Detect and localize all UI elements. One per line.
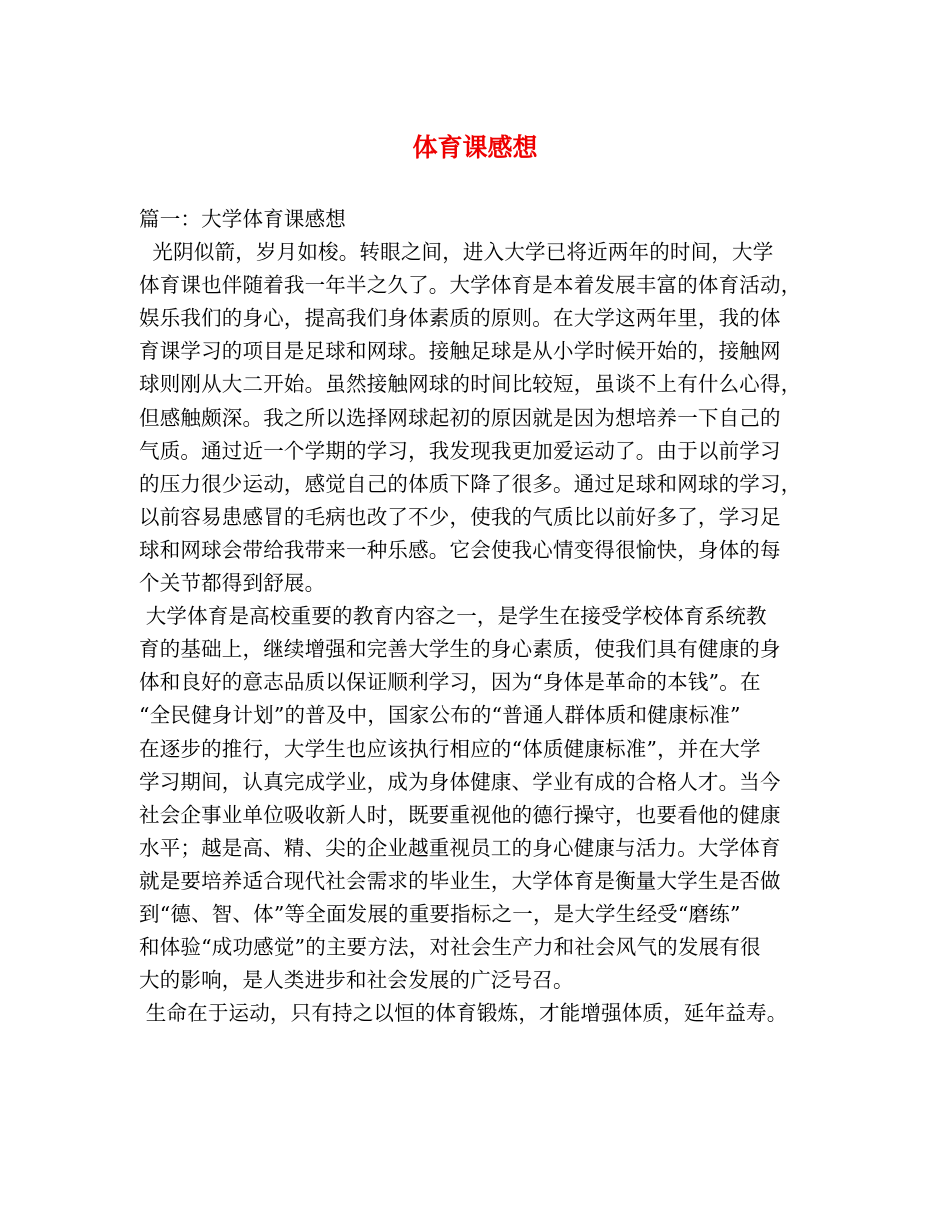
text-line: “全民健身计划”的普及中，国家公布的“普通人群体质和健康标准” [139,703,741,728]
text-line: 生命在于运动，只有持之以恒的体育锻炼，才能增强体质，延年益寿。 [139,1001,788,1026]
document-body [139,203,829,1030]
text-line: 以前容易患感冒的毛病也改了不少，使我的气质比以前好多了，学习足 [139,504,781,529]
text-line: 水平；越是高、精、尖的企业越重视员工的身心健康与活力。大学体育 [139,835,781,860]
text-line: 育课学习的项目是足球和网球。接触足球是从小学时候开始的，接触网 [139,339,781,364]
text-line: 到“德、智、体”等全面发展的重要指标之一，是大学生经受“磨练” [139,901,741,926]
text-line: 个关节都得到舒展。 [139,571,326,596]
text-line: 社会企事业单位吸收新人时，既要重视他的德行操守，也要看他的健康 [139,802,781,827]
document-title: 体育课感想 [412,133,538,162]
text-line: 球和网球会带给我带来一种乐感。它会使我心情变得很愉快，身体的每 [139,537,781,562]
text-line: 在逐步的推行，大学生也应该执行相应的“体质健康标准”，并在大学 [139,736,761,761]
text-line: 光阴似箭，岁月如梭。转眼之间，进入大学已将近两年的时间，大学 [139,240,774,265]
text-line: 学习期间，认真完成学业，成为身体健康、学业有成的合格人才。当今 [139,769,781,794]
text-line: 的压力很少运动，感觉自己的体质下降了很多。通过足球和网球的学习， [139,471,802,496]
text-line: 娱乐我们的身心，提高我们身体素质的原则。在大学这两年里，我的体 [139,306,781,331]
text-line: 大的影响，是人类进步和社会发展的广泛号召。 [139,968,574,993]
text-line: 气质。通过近一个学期的学习，我发现我更加爱运动了。由于以前学习 [139,438,781,463]
text-line: 体育课也伴随着我一年半之久了。大学体育是本着发展丰富的体育活动， [139,273,802,298]
text-line: 体和良好的意志品质以保证顺利学习，因为“身体是革命的本钱”。在 [139,670,761,695]
text-line: 篇一：大学体育课感想 [139,207,346,231]
text-line: 和体验“成功感觉”的主要方法，对社会生产力和社会风气的发展有很 [139,935,761,960]
text-line: 育的基础上，继续增强和完善大学生的身心素质，使我们具有健康的身 [139,637,781,662]
text-line: 球则刚从大二开始。虽然接触网球的时间比较短，虽谈不上有什么心得， [139,372,802,397]
text-line: 大学体育是高校重要的教育内容之一，是学生在接受学校体育系统教 [139,604,767,629]
text-line: 就是要培养适合现代社会需求的毕业生，大学体育是衡量大学生是否做 [139,868,781,893]
text-line: 但感触颇深。我之所以选择网球起初的原因就是因为想培养一下自己的 [139,405,781,430]
